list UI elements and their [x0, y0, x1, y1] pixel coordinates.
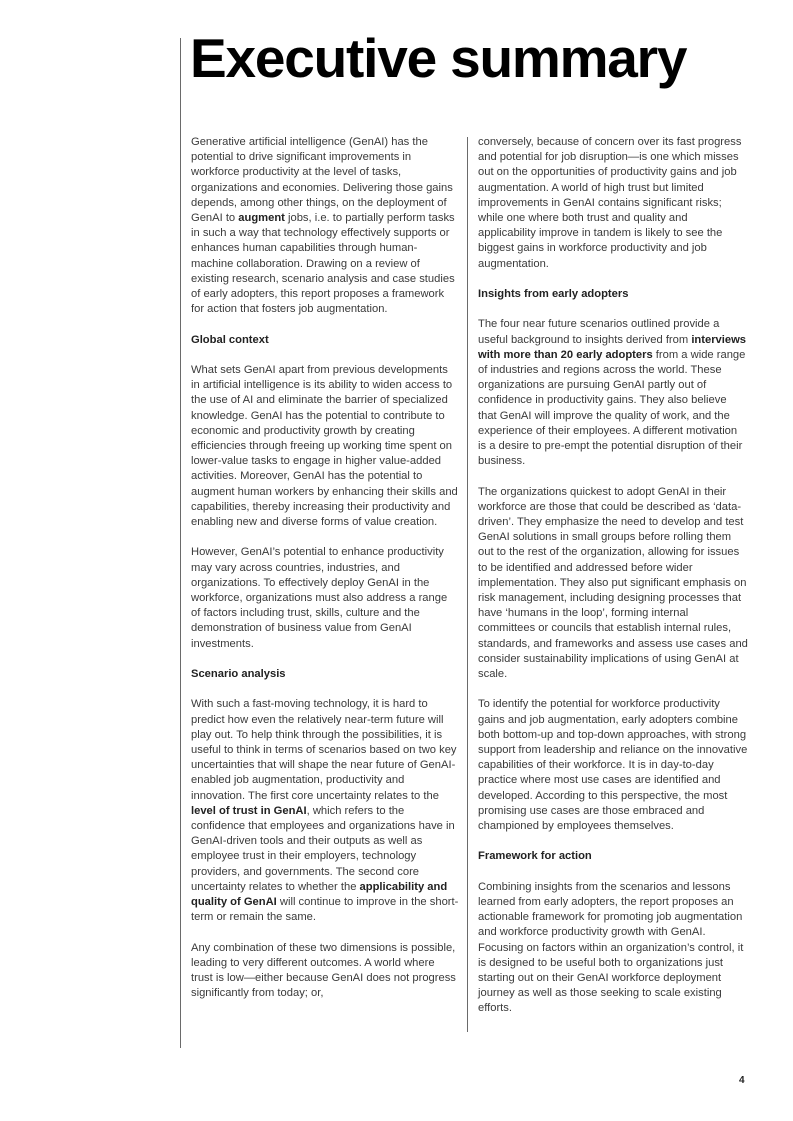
scenario-emphasis-trust: level of trust in GenAI	[191, 804, 307, 817]
intro-text-c: jobs, i.e. to partially perform tasks in such a way that technology effectively supports or enhances human capabilities through human-machine collaboration. Drawing on a review of existing research, scenario analysis and case studies of early adopters, this report proposes a framework for action that fosters job augmentation.	[191, 212, 455, 316]
scenario-paragraph-1	[191, 697, 459, 925]
insights-paragraph-2: The organizations quickest to adopt GenAI in their workforce are those that could be described as ‘data-driven’. They emphasize the need to develop and test GenAI solutions in small groups before rolling them out to the rest of the organization, allowing for issues to be identified and addressed before wider implementation. They also put significant emphasis on risk management, including designing processes that have ‘humans in the loop’, forming internal committees or councils that establish internal rules, standards, and frameworks and assess use cases and consider sustainability implications of using GenAI at scale.	[478, 485, 748, 681]
global-context-paragraph-2: However, GenAI’s potential to enhance productivity may vary across countries, industries, and organizations. To effectively deploy GenAI in the workforce, organizations must also address a range of factors including trust, skills, culture and the demonstration of business value from GenAI investments.	[191, 546, 448, 650]
heading-global-context: Global context	[191, 333, 269, 346]
intro-paragraph	[191, 135, 459, 317]
heading-framework-for-action: Framework for action	[478, 850, 592, 863]
insights-text-c: from a wide range of industries and regions across the world. These organizations are pursuing GenAI partly out of confidence in productivity gains. They also believe that GenAI will improve the quality of work, and the experience of their employees. A different motivation is a desire to pre-empt the potential disruption of their business.	[478, 348, 746, 468]
insights-text-a: The four near future scenarios outlined provide a useful background to insights derived from	[478, 318, 720, 346]
heading-scenario-analysis: Scenario analysis	[191, 668, 286, 681]
left-column	[191, 135, 459, 1017]
scenario-emphasis-quality: applicability and quality of GenAI	[191, 880, 448, 909]
scenario-text-a: With such a fast-moving technology, it is hard to predict how even the relatively near-term future will play out. To help think through the possibilities, it is useful to think in terms of scenarios based on two key uncertainties that will shape the near future of GenAI-enabled job augmentation, productivity and innovation. The first core uncertainty relates to the	[191, 698, 457, 802]
intro-text-a: Generative artificial intelligence (GenAI) has the potential to drive significant improvements in workforce productivity at the level of tasks, organizations and economies. Delivering those gains depends, among other things, on the deployment of GenAI to	[191, 136, 453, 225]
insights-emphasis-interviews: interviews with more than 20 early adopters	[478, 333, 747, 361]
heading-insights-early-adopters: Insights from early adopters	[478, 288, 629, 301]
intro-emphasis-augment: augment	[238, 212, 285, 225]
framework-paragraph: Combining insights from the scenarios and lessons learned from early adopters, the report proposes an actionable framework for promoting job augmentation and workforce productivity growth with GenAI. Focusing on factors within an organization’s control, it is designed to be useful both to organizations just starting out on their GenAI workforce deployment journey as well as those seeking to scale existing efforts.	[478, 880, 744, 1015]
page-number: 4	[739, 1075, 745, 1086]
left-margin-rule	[180, 38, 181, 1048]
scenario-paragraph-2: Any combination of these two dimensions is possible, leading to very different outcomes. A world where trust is low—either because GenAI does not progress significantly from today; or,	[191, 941, 456, 1000]
column-divider-rule	[467, 137, 468, 1032]
scenario-text-e: will continue to improve in the short-term or remain the same.	[191, 896, 459, 924]
global-context-paragraph-1: What sets GenAI apart from previous developments in artificial intelligence is its ability to widen access to the use of AI and eliminate the barrier of specialized knowledge. GenAI has the potential to contribute to economic and productivity growth by creating efficiencies through freeing up working time spent on lower-value tasks to engage in higher value-added activities. Moreover, GenAI has the potential to augment human workers by enhancing their skills and capabilities, thereby increasing their productivity and enabling new and diverse forms of value creation.	[191, 364, 458, 529]
insights-paragraph-1	[478, 317, 748, 469]
page-title: Executive summary	[190, 27, 687, 89]
insights-paragraph-3: To identify the potential for workforce productivity gains and job augmentation, early adopters combine both bottom-up and top-down approaches, with strong support from leadership and reliance on the innovative capabilities of their workforce. It is in day-to-day practice where most use cases are identified and developed. According to this perspective, the most promising use cases are those embraced and championed by employees themselves.	[478, 698, 748, 833]
right-column	[478, 135, 748, 1032]
scenario-text-c: , which refers to the confidence that employees and organizations have in GenAI-driven tools and their outputs as well as employee trust in their employers, technology providers, and governments. The second core uncertainty relates to whether the	[191, 804, 455, 893]
scenario-paragraph-continued: conversely, because of concern over its fast progress and potential for job disruption—is one which misses out on the opportunities of productivity gains and job augmentation. A world of high trust but limited improvements in GenAI contains significant risks; while one where both trust and quality and applicability improve in tandem is likely to see the biggest gains in workforce productivity and job augmentation.	[478, 136, 742, 270]
